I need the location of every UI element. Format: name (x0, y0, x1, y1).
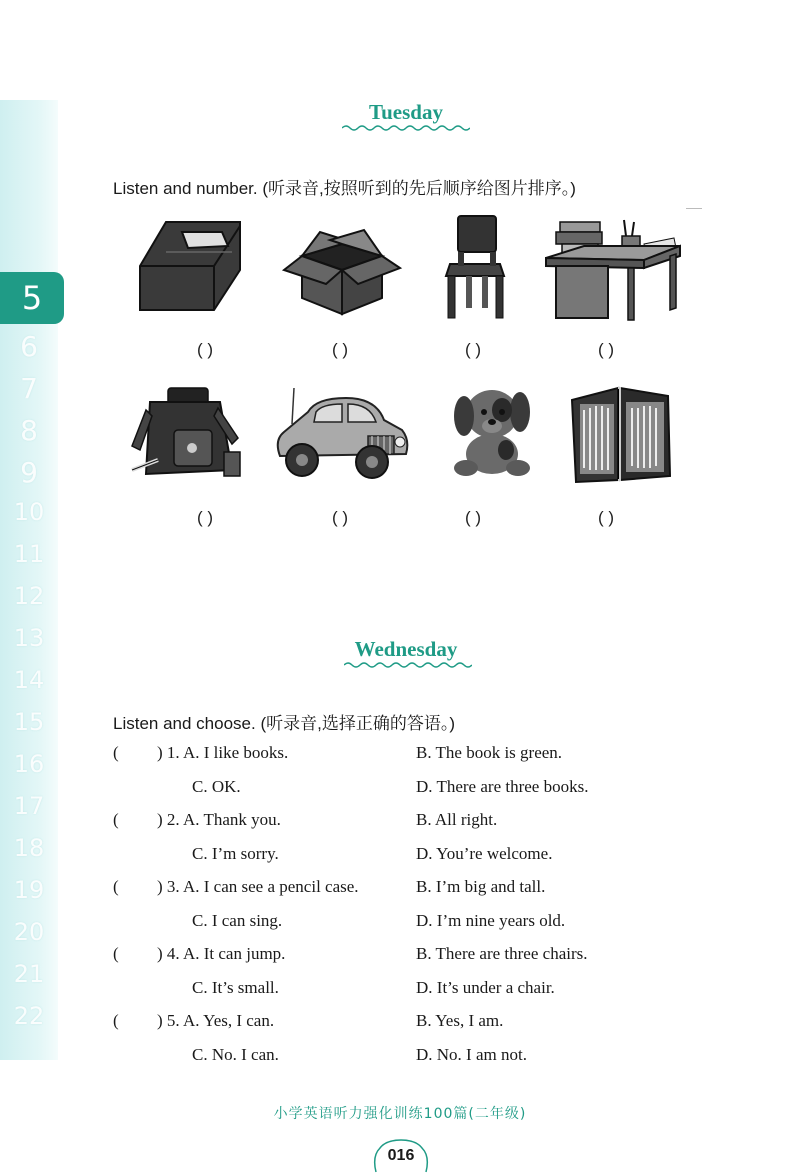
active-chapter-tab[interactable]: 5 (0, 272, 64, 324)
option-a[interactable]: ) 2. A. Thank you. (157, 810, 281, 829)
box-icon (280, 224, 404, 316)
wednesday-wavy-underline (344, 661, 472, 669)
tuesday-title: Tuesday (369, 100, 443, 124)
schoolbag-icon (128, 386, 244, 484)
chapter-tab-6[interactable]: 6 (20, 330, 38, 363)
tuesday-wavy-underline (342, 124, 470, 132)
option-b[interactable]: B. I’m big and tall. (416, 877, 546, 896)
answer-blank-q3[interactable]: ( (113, 877, 119, 896)
answer-blank-q1[interactable]: ( (113, 743, 119, 762)
option-a[interactable]: ) 5. A. Yes, I can. (157, 1011, 275, 1030)
chapter-tab-12[interactable]: 12 (13, 582, 45, 610)
chair-icon (444, 214, 508, 320)
desk-icon (544, 216, 682, 322)
option-a[interactable]: ) 4. A. It can jump. (157, 944, 286, 963)
chapter-tab-14[interactable]: 14 (13, 666, 45, 694)
answer-blank-bed[interactable]: ( ) (196, 340, 214, 359)
option-c[interactable]: C. It’s small. (192, 978, 279, 997)
chapter-tab-21[interactable]: 21 (13, 960, 45, 988)
option-d[interactable]: D. I’m nine years old. (416, 911, 566, 930)
wednesday-title: Wednesday (354, 637, 458, 661)
option-b[interactable]: B. All right. (416, 810, 498, 829)
toy-dog-icon (444, 384, 540, 480)
chapter-tab-8[interactable]: 8 (20, 414, 38, 447)
chapter-tab-19[interactable]: 19 (13, 876, 45, 904)
chapter-side-tab (0, 100, 58, 1060)
answer-blank-schoolbag[interactable]: ( ) (196, 508, 214, 527)
option-c[interactable]: C. OK. (192, 777, 241, 796)
chapter-tab-9[interactable]: 9 (20, 456, 38, 489)
option-c[interactable]: C. I’m sorry. (192, 844, 279, 863)
chapter-tab-7[interactable]: 7 (20, 372, 38, 405)
page-number: 016 (387, 1147, 415, 1164)
chapter-tab-22[interactable]: 22 (13, 1002, 45, 1030)
answer-blank-toy-dog[interactable]: ( ) (464, 508, 482, 527)
answer-blank-q2[interactable]: ( (113, 810, 119, 829)
option-b[interactable]: B. The book is green. (416, 743, 563, 762)
pencil-case-icon (568, 384, 674, 486)
option-d[interactable]: D. No. I am not. (416, 1045, 527, 1064)
wednesday-instruction: Listen and choose. (听录音,选择正确的答语。) (113, 714, 455, 733)
bed-icon (136, 218, 246, 314)
answer-blank-q4[interactable]: ( (113, 944, 119, 963)
option-d[interactable]: D. It’s under a chair. (416, 978, 555, 997)
tuesday-instruction: Listen and number. (听录音,按照听到的先后顺序给图片排序。) (113, 179, 576, 198)
option-b[interactable]: B. Yes, I am. (416, 1011, 504, 1030)
toy-car-icon (272, 384, 412, 482)
answer-blank-toy-car[interactable]: ( ) (331, 508, 349, 527)
option-c[interactable]: C. I can sing. (192, 911, 283, 930)
answer-blank-desk[interactable]: ( ) (597, 340, 615, 359)
answer-blank-pencil-case[interactable]: ( ) (597, 508, 615, 527)
answer-blank-chair[interactable]: ( ) (464, 340, 482, 359)
option-a[interactable]: ) 1. A. I like books. (157, 743, 289, 762)
chapter-tab-11[interactable]: 11 (13, 540, 45, 568)
answer-blank-box[interactable]: ( ) (331, 340, 349, 359)
option-d[interactable]: D. There are three books. (416, 777, 589, 796)
divider (686, 208, 702, 209)
chapter-tab-17[interactable]: 17 (13, 792, 45, 820)
answer-blank-q5[interactable]: ( (113, 1011, 119, 1030)
option-a[interactable]: ) 3. A. I can see a pencil case. (157, 877, 359, 896)
chapter-tab-13[interactable]: 13 (13, 624, 45, 652)
chapter-tab-15[interactable]: 15 (13, 708, 45, 736)
chapter-tab-18[interactable]: 18 (13, 834, 45, 862)
option-c[interactable]: C. No. I can. (192, 1045, 279, 1064)
book-title: 小学英语听力强化训练100篇(二年级) (273, 1106, 527, 1122)
option-b[interactable]: B. There are three chairs. (416, 944, 588, 963)
option-d[interactable]: D. You’re welcome. (416, 844, 553, 863)
chapter-tab-20[interactable]: 20 (13, 918, 45, 946)
chapter-tab-10[interactable]: 10 (13, 498, 45, 526)
chapter-tab-16[interactable]: 16 (13, 750, 45, 778)
